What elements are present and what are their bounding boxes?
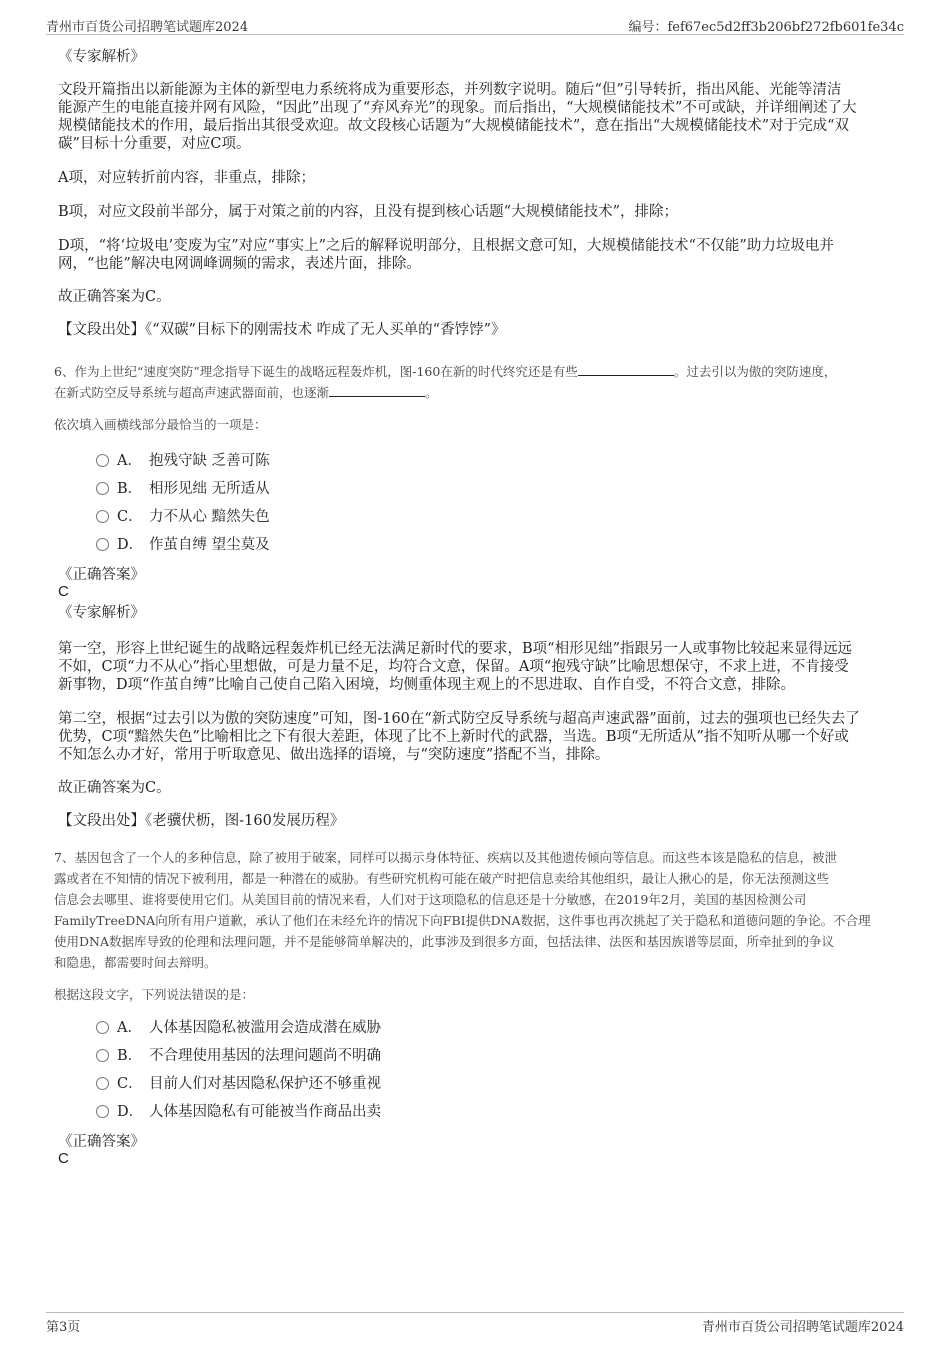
q7-option-a-text: 人体基因隐私被滥用会造成潜在威胁: [149, 1020, 381, 1036]
q5-conclusion: 故正确答案为C。: [58, 289, 171, 305]
radio-icon[interactable]: [96, 1021, 109, 1034]
q6-source: 【文段出处】《老骥伏枥，图-160发展历程》: [58, 813, 345, 829]
q7-option-b-key: B．: [117, 1048, 143, 1064]
q6-blank-2: [329, 384, 425, 397]
radio-icon[interactable]: [96, 1049, 109, 1062]
q6-stem-2a: 在新式防空反导系统与超高声速武器面前，也逐渐: [54, 385, 330, 400]
q7-option-b-text: 不合理使用基因的法理问题尚不明确: [149, 1048, 381, 1064]
page-number: 第3页: [46, 1320, 81, 1335]
q6-option-c-text: 力不从心 黯然失色: [149, 509, 270, 525]
q7-stem-line-4: FamilyTreeDNA向所有用户道歉，承认了他们在未经允许的情况下向FBI提供DNA数据，这件事也再次挑起了关于隐私和道德问题的争论。不合理: [54, 913, 871, 928]
q5-option-d-analysis-2: 网，“也能”解决电网调峰调频的需求，表述片面，排除。: [58, 256, 421, 272]
footer-title: 青州市百货公司招聘笔试题库2024: [701, 1320, 904, 1335]
radio-icon[interactable]: [96, 538, 109, 551]
q7-option-c-key: C．: [117, 1076, 143, 1092]
q6-option-b-text: 相形见绌 无所适从: [149, 481, 270, 497]
q7-option-b[interactable]: [96, 1046, 381, 1066]
q6-analysis-p2-line-2: 优势，C项“黯然失色”比喻相比之下有很大差距，体现了比不上新时代的武器，当选。B项“无所适从”指不知听从哪一个好或: [58, 729, 849, 745]
q5-analysis-line-3: 规模储能技术的作用，最后指出其很受欢迎。故文段核心话题为“大规模储能技术”，意在指出“大规模储能技术”对于完成“双: [58, 118, 850, 134]
q6-stem-2b: 。: [425, 385, 438, 400]
radio-icon[interactable]: [96, 454, 109, 467]
q7-answer-label: 《正确答案》: [58, 1134, 145, 1150]
q7-option-c-text: 目前人们对基因隐私保护还不够重视: [149, 1076, 381, 1092]
q5-analysis-line-4: 碳”目标十分重要，对应C项。: [58, 136, 251, 152]
q5-source: 【文段出处】《“双碳”目标下的刚需技术 咋成了无人买单的“香饽饽”》: [58, 322, 506, 338]
q7-stem-line-2: 露或者在不知情的情况下被利用，都是一种潜在的威胁。有些研究机构可能在破产时把信息卖给其他组织，最让人揪心的是，你无法预测这些: [54, 871, 830, 886]
q6-option-a[interactable]: [96, 451, 270, 471]
q6-option-d-text: 作茧自缚 望尘莫及: [149, 537, 270, 553]
q6-option-d[interactable]: [96, 535, 270, 555]
q7-stem-line-5: 使用DNA数据库导致的伦理和法理问题，并不是能够简单解决的，此事涉及到很多方面，包括法律、法医和基因族谱等层面，所牵扯到的争议: [54, 934, 834, 949]
q7-option-c[interactable]: [96, 1074, 381, 1094]
q6-option-c[interactable]: [96, 507, 270, 527]
q6-analysis-p1-line-3: 新事物，D项“作茧自缚”比喻自己使自己陷入困境，均侧重体现主观上的不思进取、自作自受，不符合文意，排除。: [58, 677, 795, 693]
q7-stem-line-1: 7、基因包含了一个人的多种信息，除了被用于破案，同样可以揭示身体特征、疾病以及其他遗传倾向等信息。而这些本该是隐私的信息，被泄: [54, 850, 837, 865]
q6-option-a-text: 抱残守缺 乏善可陈: [149, 453, 270, 469]
header-doc-id: 编号：fef67ec5d2ff3b206bf272fb601fe34c: [628, 20, 904, 35]
radio-icon[interactable]: [96, 510, 109, 523]
q7-option-d-key: D．: [117, 1104, 144, 1120]
q7-option-a[interactable]: [96, 1018, 381, 1038]
q6-analysis-p1-line-2: 不如，C项“力不从心”指心里想做，可是力量不足，均符合文意，保留。A项“抱残守缺”比喻思想保守，不求上进，不肯接受: [58, 659, 849, 675]
q5-option-a-analysis: A项，对应转折前内容，非重点，排除；: [58, 170, 315, 186]
radio-icon[interactable]: [96, 1105, 109, 1118]
q6-option-b-key: B．: [117, 481, 143, 497]
q5-option-b-analysis: B项，对应文段前半部分，属于对策之前的内容，且没有提到核心话题“大规模储能技术”，排除；: [58, 204, 678, 220]
q7-stem-line-3: 信息会去哪里、谁将要使用它们。从美国目前的情况来看，人们对于这项隐私的信息还是十分敏感，在2019年2月，美国的基因检测公司: [54, 892, 807, 907]
q6-conclusion: 故正确答案为C。: [58, 780, 171, 796]
q6-stem-line-2: [54, 382, 438, 403]
q6-stem-1b: 。过去引以为傲的突防速度，: [673, 364, 837, 379]
q6-analysis-p2-line-3: 不知怎么办才好，常用于听取意见、做出选择的语境，与“突防速度”搭配不当，排除。: [58, 747, 610, 763]
radio-icon[interactable]: [96, 482, 109, 495]
q7-option-d[interactable]: [96, 1102, 381, 1122]
q6-blank-1: [578, 363, 674, 376]
q5-analysis-line-2: 能源产生的电能直接并网有风险，“因此”出现了“弃风弃光”的现象。而后指出，“大规模储能技术”不可或缺，并详细阐述了大: [58, 100, 857, 116]
q6-option-d-key: D．: [117, 537, 144, 553]
q6-option-a-key: A．: [117, 453, 142, 469]
q6-option-c-key: C．: [117, 509, 143, 525]
page-footer: [46, 1312, 904, 1335]
q6-analysis-p1-line-1: 第一空，形容上世纪诞生的战略远程轰炸机已经无法满足新时代的要求，B项“相形见绌”指跟另一人或事物比较起来显得远远: [58, 641, 852, 657]
q5-analysis-line-1: 文段开篇指出以新能源为主体的新型电力系统将成为重要形态，并列数字说明。随后“但”引导转折，指出风能、光能等清洁: [58, 82, 842, 98]
q7-option-a-key: A．: [117, 1020, 142, 1036]
q6-answer: C: [58, 583, 69, 600]
q6-option-b[interactable]: [96, 479, 270, 499]
q5-analysis-label: 《专家解析》: [58, 49, 145, 65]
q7-answer: C: [58, 1150, 69, 1167]
q5-option-d-analysis-1: D项，“将‘垃圾电’变废为宝”对应“事实上”之后的解释说明部分，且根据文意可知，大规模储能技术“不仅能”助力垃圾电并: [58, 238, 834, 254]
q6-prompt: 依次填入画横线部分最恰当的一项是：: [54, 417, 267, 432]
q7-stem-line-6: 和隐患，都需要时间去辩明。: [54, 955, 217, 970]
q6-answer-label: 《正确答案》: [58, 567, 145, 583]
header-title: 青州市百货公司招聘笔试题库2024: [46, 20, 249, 35]
q6-stem-1a: 6、作为上世纪“速度突防”理念指导下诞生的战略远程轰炸机，图-160在新的时代终究还是有些: [54, 364, 578, 379]
q6-stem-line-1: [54, 361, 836, 382]
q6-analysis-label: 《专家解析》: [58, 605, 145, 621]
q7-prompt: 根据这段文字，下列说法错误的是：: [54, 987, 255, 1002]
page-header: [46, 14, 904, 35]
q7-option-d-text: 人体基因隐私有可能被当作商品出卖: [149, 1104, 381, 1120]
q6-analysis-p2-line-1: 第二空，根据“过去引以为傲的突防速度”可知，图-160在“新式防空反导系统与超高声速武器”面前，过去的强项也已经失去了: [58, 711, 860, 727]
radio-icon[interactable]: [96, 1077, 109, 1090]
